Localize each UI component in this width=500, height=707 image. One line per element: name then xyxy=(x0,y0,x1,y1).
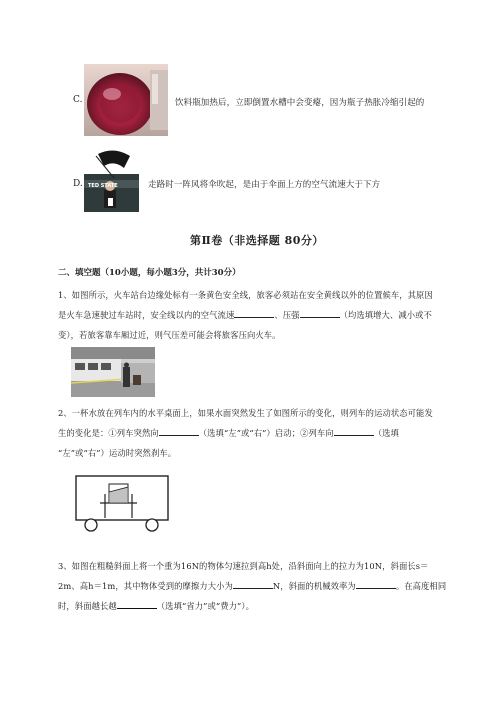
q3-blank-1[interactable] xyxy=(233,579,273,589)
q3-blank-3[interactable] xyxy=(117,599,157,609)
option-c-text: 饮料瓶加热后，立即倒置水槽中会变瘪，因为瓶子热胀冷缩引起的 xyxy=(175,98,425,108)
q2-line-1: 2、一杯水放在列车内的水平桌面上，如果水面突然发生了如图所示的变化，则列车的运动状态可能发 xyxy=(58,408,433,418)
umbrella-photo xyxy=(84,150,139,212)
option-d-letter: D. xyxy=(73,179,83,189)
section-title: 第Ⅱ卷（非选择题 80分） xyxy=(190,234,324,247)
q3-line-3: 时，斜面越长越 （选填“省力”或“费力”）。 xyxy=(58,601,254,611)
q2-line-2: 生的变化是：①列车突然向 （选填“左”或“右”）启动；②列车向 （选填 xyxy=(58,428,399,438)
q1-blank-2[interactable] xyxy=(300,308,340,318)
option-d-text: 走路时一阵风将伞吹起，是由于伞面上方的空气流速大于下方 xyxy=(148,180,381,190)
question-3 xyxy=(58,556,478,616)
bottle-photo xyxy=(84,64,168,136)
q1-line-1: 1、如图所示，火车站台边缘处标有一条黄色安全线，旅客必须站在安全黄线以外的位置候车，其原因 xyxy=(58,290,433,300)
q1-blank-1[interactable] xyxy=(234,308,274,318)
train-car-diagram xyxy=(72,474,172,532)
question-2 xyxy=(58,403,478,463)
q2-line-3: “左”或“右”）运动时突然刹车。 xyxy=(58,448,177,458)
q1-line-2: 是火车急速驶过车站时，安全线以内的空气流速 、压强 （均选填增大、减小或不 xyxy=(58,310,432,320)
q3-blank-2[interactable] xyxy=(356,579,396,589)
q2-blank-2[interactable] xyxy=(334,426,374,436)
part-title: 二、填空题（10小题，每小题3分，共计30分） xyxy=(58,268,241,278)
option-c-letter: C. xyxy=(73,95,83,105)
q3-line-2: 2m、高h＝1m，其中物体受到的摩擦力大小为 N，斜面的机械效率为 。在高度相同 xyxy=(58,581,447,591)
photo-caption: TED STATE xyxy=(88,183,118,189)
q3-line-1: 3、如图在粗糙斜面上将一个重为16N的物体匀速拉到高h处，沿斜面向上的拉力为10N，斜面长s＝ xyxy=(58,561,429,571)
question-1 xyxy=(58,285,478,345)
q1-line-3: 变），若旅客靠车厢过近，则气压差可能会将旅客压向火车。 xyxy=(58,330,281,340)
station-photo xyxy=(71,347,155,397)
q2-blank-1[interactable] xyxy=(159,426,199,436)
